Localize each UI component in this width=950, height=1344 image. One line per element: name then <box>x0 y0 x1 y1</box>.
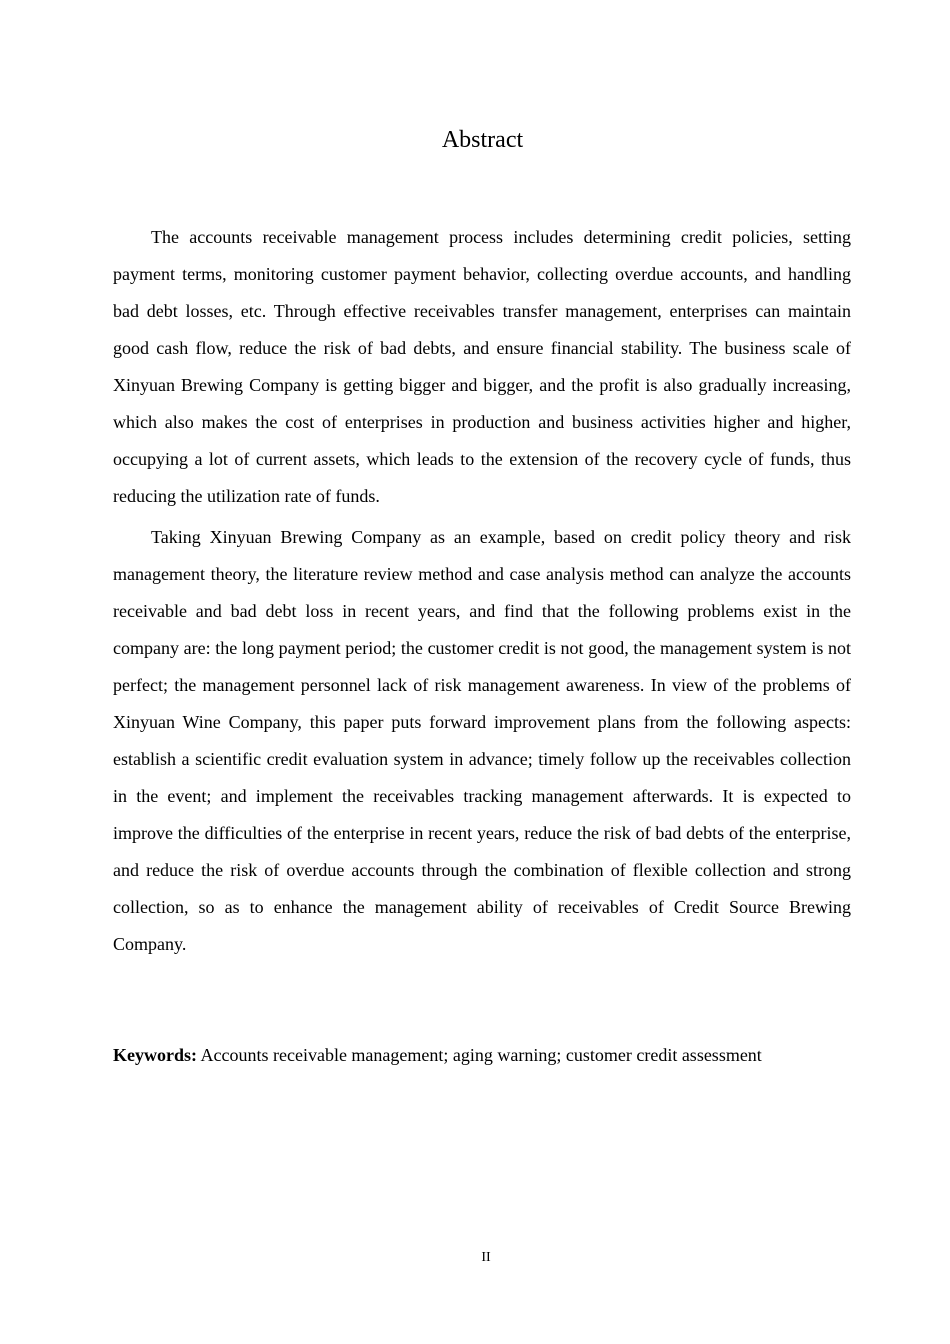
abstract-paragraph-2: Taking Xinyuan Brewing Company as an example, based on credit policy theory and risk management theory, the literature review method and case analysis method can analyze the accounts receivable and bad debt loss in recent years, and find that the following problems exist in the company are: the long payment period; the customer credit is not good, the management system is not perfect; the management personnel lack of risk management awareness. In view of the problems of Xinyuan Wine Company, this paper puts forward improvement plans from the following aspects: establish a scientific credit evaluation system in advance; timely follow up the receivables collection in the event; and implement the receivables tracking management afterwards. It is expected to improve the difficulties of the enterprise in recent years, reduce the risk of bad debts of the enterprise, and reduce the risk of overdue accounts through the combination of flexible collection and strong collection, so as to enhance the management ability of receivables of Credit Source Brewing Company. <box>113 527 851 954</box>
keywords-text: Accounts receivable management; aging warning; customer credit assessment <box>197 1045 762 1065</box>
abstract-body <box>113 219 851 963</box>
keywords-line <box>113 1040 851 1070</box>
page-number: II <box>481 1250 491 1265</box>
keywords-label: Keywords: <box>113 1045 197 1065</box>
abstract-paragraph-1: The accounts receivable management process includes determining credit policies, setting payment terms, monitoring customer payment behavior, collecting overdue accounts, and handling bad debt losses, etc. Through effective receivables transfer management, enterprises can maintain good cash flow, reduce the risk of bad debts, and ensure financial stability. The business scale of Xinyuan Brewing Company is getting bigger and bigger, and the profit is also gradually increasing, which also makes the cost of enterprises in production and business activities higher and higher, occupying a lot of current assets, which leads to the extension of the recovery cycle of funds, thus reducing the utilization rate of funds. <box>113 227 851 506</box>
abstract-title: Abstract <box>441 127 524 153</box>
